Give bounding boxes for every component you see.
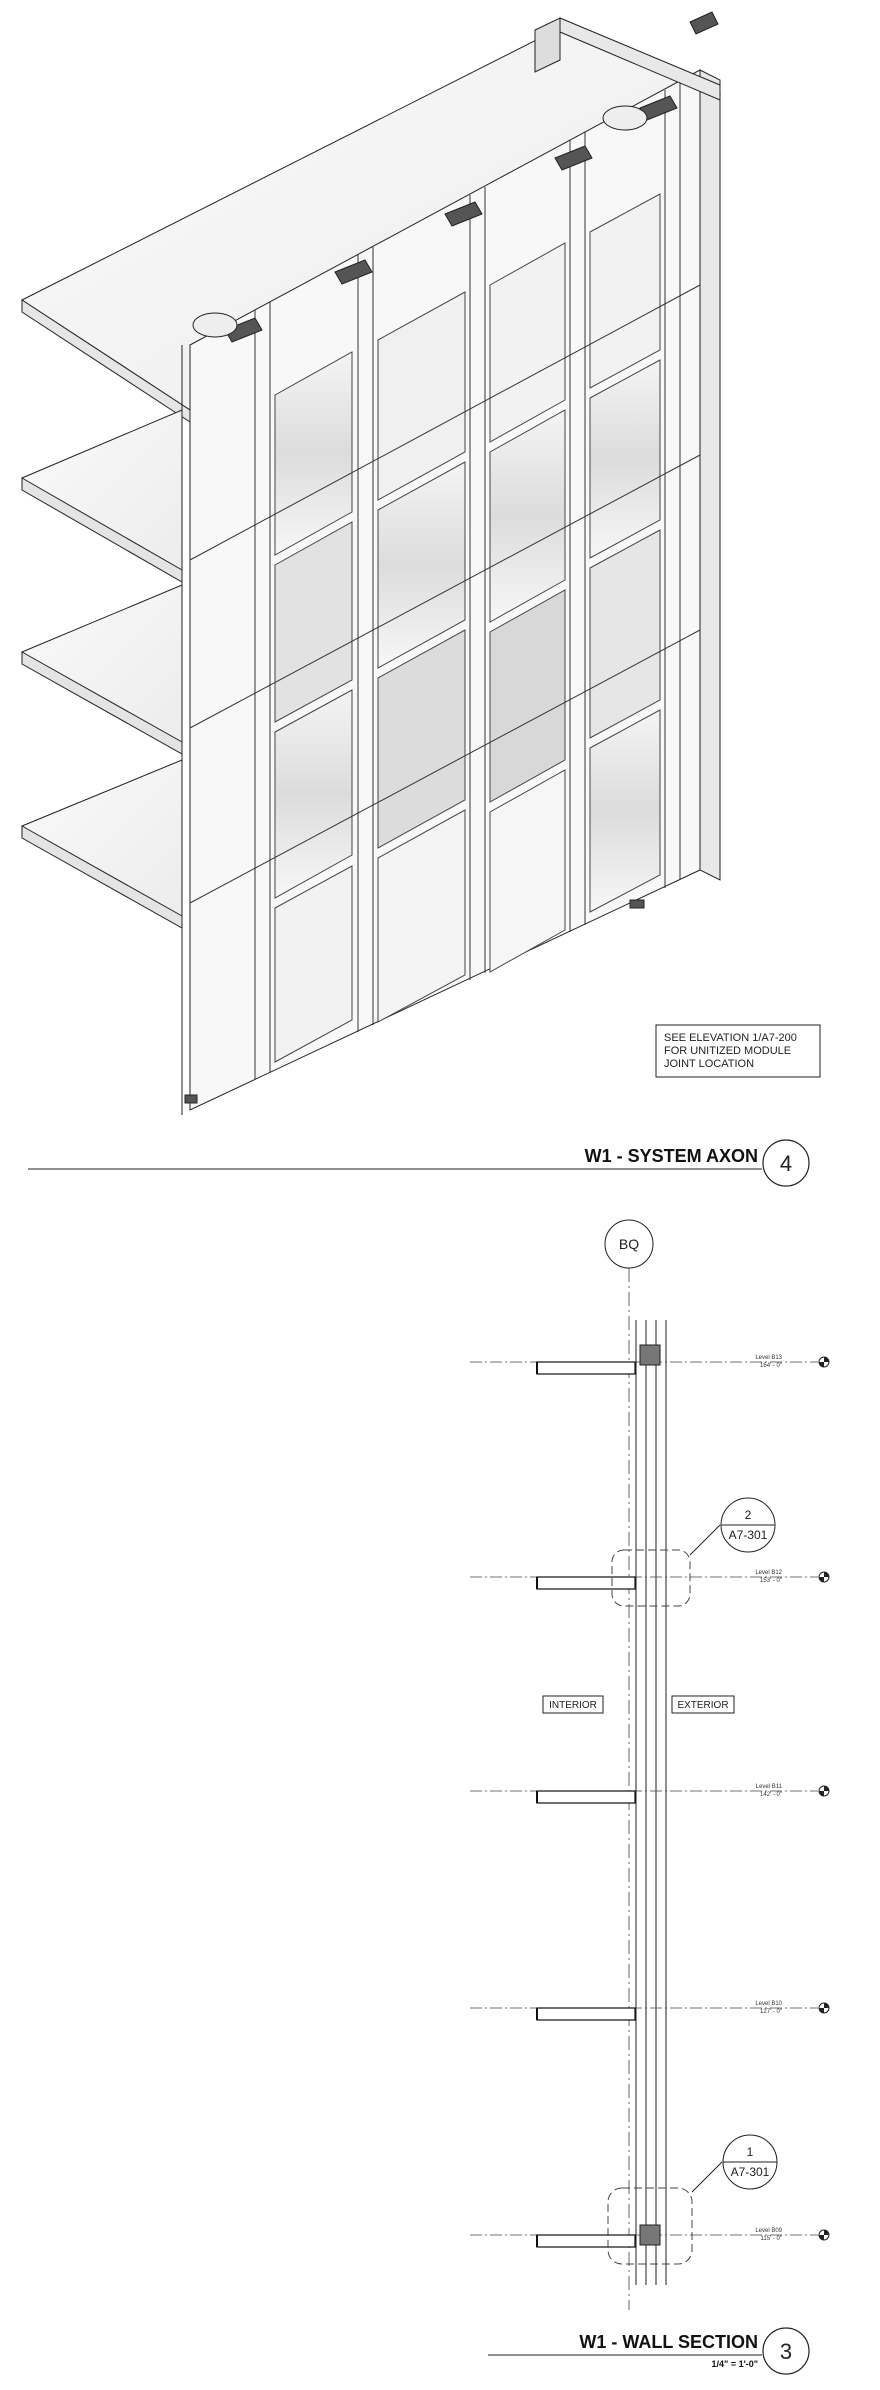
- note-line-1: SEE ELEVATION 1/A7-200: [664, 1032, 797, 1044]
- level-lines: [470, 1362, 818, 2235]
- exterior-label: EXTERIOR: [677, 1700, 729, 1711]
- level-b13-elev: 164' - 0": [760, 1363, 782, 1369]
- level-tags: [755, 1355, 829, 2242]
- system-axon: [22, 12, 720, 1115]
- wall-section: [470, 1220, 829, 2310]
- level-b09-name: Level B09: [755, 2228, 782, 2234]
- level-b09-elev: 115' - 0": [760, 2236, 782, 2242]
- level-b10-name: Level B10: [755, 2001, 782, 2007]
- note-line-3: JOINT LOCATION: [664, 1058, 755, 1070]
- axon-title-block: [28, 1140, 809, 1186]
- callout-2-number: 2: [744, 1508, 752, 1522]
- section-scale: 1/4" = 1'-0": [711, 2359, 758, 2369]
- floor-slabs: [22, 410, 182, 928]
- callout-2-sheet: A7-301: [728, 1528, 768, 1542]
- callout-1-sheet: A7-301: [730, 2165, 770, 2179]
- level-b12-elev: 153' - 0": [760, 1578, 782, 1584]
- callout-1-number: 1: [746, 2145, 754, 2159]
- interior-label: INTERIOR: [549, 1700, 597, 1711]
- axon-number: 4: [779, 1151, 793, 1176]
- section-slabs: [537, 1362, 635, 2247]
- grid-bubble-label: BQ: [618, 1236, 640, 1252]
- axon-title: W1 - SYSTEM AXON: [584, 1146, 758, 1166]
- section-number: 3: [779, 2339, 793, 2364]
- level-b11-elev: 142' - 0": [760, 1792, 782, 1798]
- note-line-2: FOR UNITIZED MODULE: [664, 1045, 792, 1057]
- section-title-block: [488, 2328, 809, 2374]
- axon-note: [656, 1025, 820, 1077]
- section-title: W1 - WALL SECTION: [579, 2332, 758, 2352]
- level-b11-name: Level B11: [755, 1784, 782, 1790]
- level-b10-elev: 127' - 0": [760, 2009, 782, 2015]
- level-b12-name: Level B12: [755, 1570, 782, 1576]
- level-b13-name: Level B13: [755, 1355, 782, 1361]
